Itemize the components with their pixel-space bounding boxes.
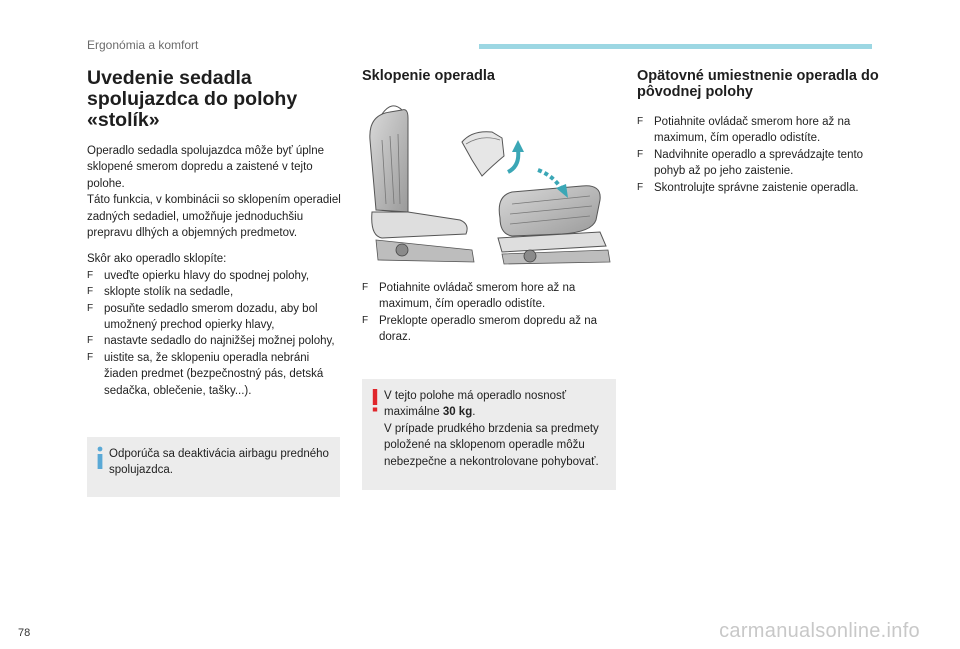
column-restore-backrest <box>637 68 887 196</box>
list-item: F Nadvihnite operadlo a sprevádzajte tento pohyb až po jeho zaistenie. <box>637 148 864 178</box>
list-item: F Potiahnite ovládač smerom hore až na maximum, čím operadlo odistíte. <box>637 116 851 145</box>
heading-restore-backrest: Opätovné umiestnenie operadla do pôvodnej polohy <box>637 68 879 100</box>
section-title: Ergonómia a komfort <box>87 38 199 52</box>
warning-note-box <box>362 379 616 490</box>
bullet-icon: F <box>637 181 644 193</box>
bullet-icon: F <box>637 116 644 127</box>
list-item: F sklopte stolík na sedadle, <box>87 284 343 300</box>
bullet-icon: F <box>362 314 369 326</box>
watermark: carmanualsonline.info <box>719 620 920 642</box>
bullet-icon: F <box>87 335 94 347</box>
warning-icon <box>370 388 380 412</box>
arrow-up-icon <box>508 150 518 172</box>
lever-icon <box>462 132 504 176</box>
heading-fold-backrest: Sklopenie operadla <box>362 68 495 84</box>
fold-steps <box>362 280 617 346</box>
list-item: F Potiahnite ovládač smerom hore až na maximum, čím operadlo odistíte. <box>362 282 576 311</box>
bullet-icon: F <box>87 269 94 281</box>
bullet-icon: F <box>87 351 94 363</box>
header-accent-bar <box>479 44 872 49</box>
list-item: F nastavte sedadlo do najnižšej možnej polohy, <box>87 333 343 349</box>
seat-upright-icon <box>370 106 474 262</box>
seat-folding-illustration <box>362 100 616 270</box>
list-item: F uistite sa, že sklopeniu operadla nebráni žiaden predmet (bezpečnostný pás, detská sedačka, oblečenie, tašky...). <box>87 351 324 397</box>
bullet-icon: F <box>362 282 369 293</box>
heading-table-position: Uvedenie sedadla spolujazdca do polohy «stolík» <box>87 67 298 131</box>
info-note-text: Odporúča sa deaktivácia airbagu predného spolujazdca. <box>109 448 329 477</box>
list-item: F Skontrolujte správne zaistenie operadla. <box>637 180 887 196</box>
bullet-icon: F <box>87 286 94 298</box>
arrow-up-head-icon <box>512 140 524 152</box>
column-table-position <box>87 68 343 399</box>
warning-note-text: V tejto polohe má operadlo nosnosť maximálne 30 kg. V prípade prudkého brzdenia sa predmety položené na sklopenom operadle môžu nebezpečne a nekontrolovane pohybovať. <box>384 390 599 468</box>
column-fold-backrest <box>362 68 617 84</box>
restore-steps <box>637 114 887 196</box>
list-item: F Preklopte operadlo smerom dopredu až na doraz. <box>362 314 597 344</box>
pre-steps-text: Skôr ako operadlo sklopíte: <box>87 253 227 266</box>
seat-folded-icon <box>498 186 610 264</box>
intro-paragraph-2: Táto funkcia, v kombinácii so sklopením operadiel zadných sedadiel, umožňuje jednoduchšiu prepravu dlhých a objemných predmetov. <box>87 194 341 240</box>
bullet-icon: F <box>87 302 94 314</box>
bullet-icon: F <box>637 148 644 160</box>
arrow-down-icon <box>538 170 562 190</box>
info-icon <box>95 446 105 470</box>
info-note-box <box>87 437 340 497</box>
preparation-steps <box>87 268 343 399</box>
fold-steps-block <box>362 280 617 346</box>
load-limit: 30 kg <box>442 406 473 419</box>
list-item: F posuňte sedadlo smerom dozadu, aby bol umožnený prechod opierky hlavy, <box>87 302 318 332</box>
intro-paragraph-1: Operadlo sedadla spolujazdca môže byť úplne sklopené smerom dopredu a zaistené v tejto polohe. <box>87 145 325 190</box>
page-number: 78 <box>18 627 31 639</box>
list-item: F uveďte opierku hlavy do spodnej polohy, <box>87 268 343 284</box>
